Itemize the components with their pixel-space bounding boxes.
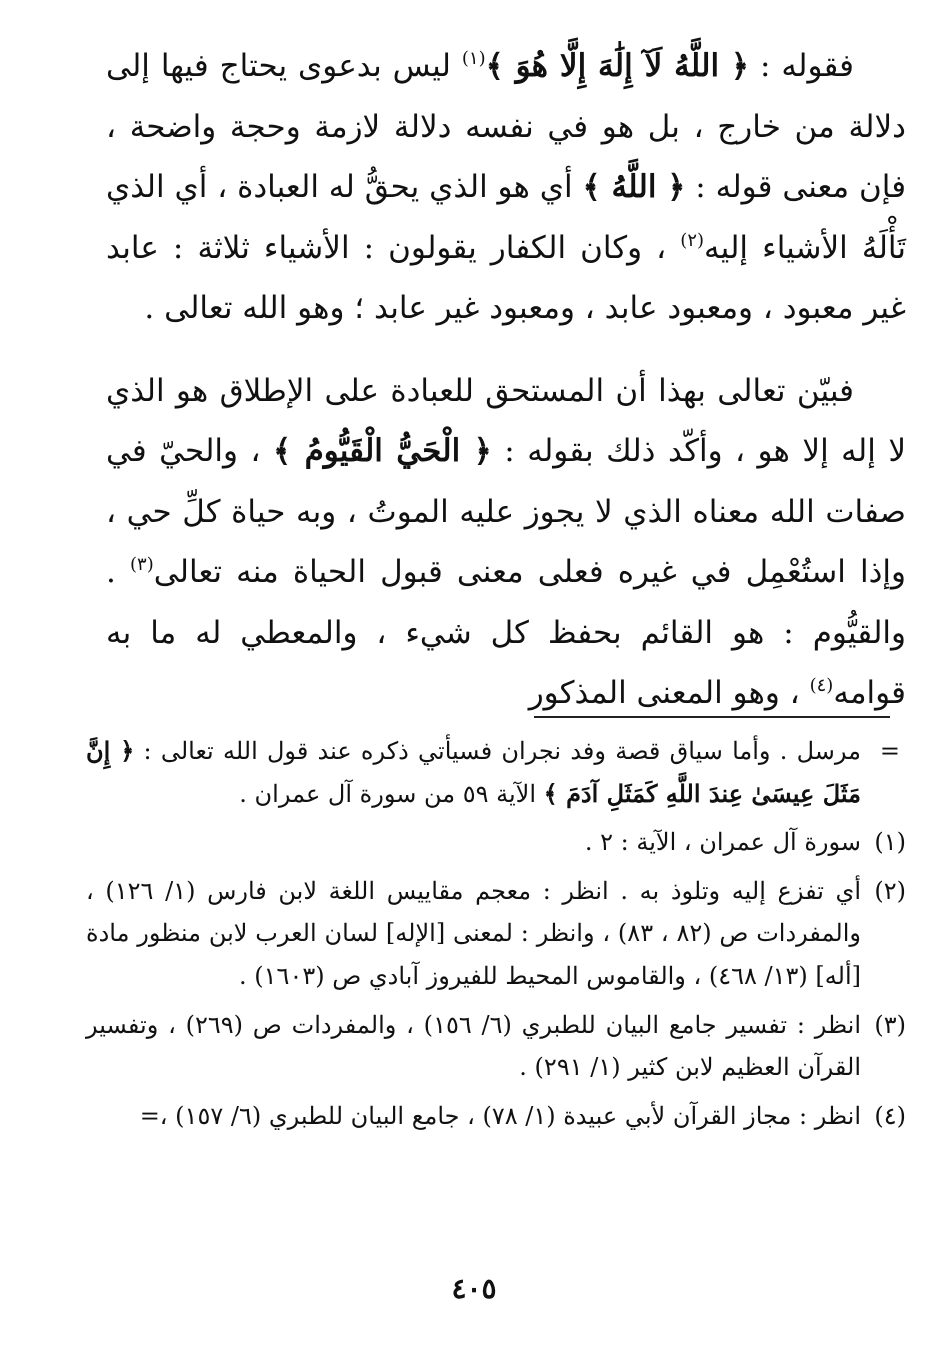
main-text [106, 36, 906, 724]
footnote-4 [86, 1095, 906, 1138]
text-run: ، وكان الكفار يقولون : الأشياء ثلاثة : عابد غير معبود ، ومعبود عابد ، ومعبود غير عابد ؛ وهو الله تعالى . [106, 229, 906, 326]
footnote-number: (٤) [874, 1101, 906, 1130]
text-run: أي هو الذي يحقُّ له العبادة ، أي الذي تَأْلَهُ الأشياء إليه [106, 169, 906, 266]
text-run: . والقيُّوم : هو القائم بحفظ كل شيء ، والمعطي له ما به قوامه [106, 554, 906, 711]
text-run: فبيّن تعالى بهذا أن المستحق للعبادة على الإطلاق هو الذي لا إله إلا هو ، وأكّد ذلك بقوله : [106, 372, 907, 469]
footnotes [86, 730, 906, 1143]
text-run: ليس بدعوى يحتاج فيها إلى دلالة من خارج ، بل هو في نفسه دلالة لازمة وحجة واضحة ، فإن معنى قوله : [106, 48, 907, 205]
footnote-ref-3: (٣) [129, 554, 154, 575]
footnote-number: (٣) [874, 1010, 906, 1039]
text-run: ، والحيّ في صفات الله معناه الذي لا يجوز عليه الموتُ ، وبه حياة كلِّ حي ، وإذا استُعْمِل في غيره فعلى معنى قبول الحياة منه تعالى [106, 433, 906, 590]
footnote-text: انظر : تفسير جامع البيان للطبري (٦/ ١٥٦) ، والمفردات ص (٢٦٩) ، وتفسير القرآن العظيم لابن كثير (١/ ٢٩١) . [86, 1010, 862, 1082]
text-run: ، وهو المعنى المذكور [528, 675, 810, 711]
text-run: الآية ٥٩ من سورة آل عمران . [239, 779, 544, 808]
footnote-ref-2: (٢) [680, 229, 705, 251]
quran-verse: ﴿ الْحَيُّ الْقَيُّومُ ﴾ [273, 433, 492, 469]
page-number: ٤٠٥ [451, 1272, 497, 1305]
footnote-text: سورة آل عمران ، الآية : ٢ . [584, 828, 861, 857]
footnote-separator [534, 716, 890, 718]
paragraph-2 [106, 361, 906, 724]
quran-verse: ﴿ اللَّهُ لَآ إِلَٰهَ إِلَّا هُوَ ﴾ [485, 48, 750, 84]
footnote-continuation [86, 730, 906, 815]
quran-verse: ﴿ اللَّهُ ﴾ [582, 169, 686, 205]
footnote-2 [86, 870, 906, 998]
footnote-text: أي تفزع إليه وتلوذ به . انظر : معجم مقاييس اللغة لابن فارس (١/ ١٢٦) ، والمفردات ص (٨٢ ، ٨٣) ، وانظر : لمعنى [الإله] لسان العرب لابن منظور مادة [أله] (١٣/ ٤٦٨) ، والقاموس المحيط للفيروز آبادي ص (١٦٠٣) . [86, 876, 861, 990]
footnote-1 [86, 821, 906, 864]
text-run: فقوله : [749, 48, 854, 84]
footnote-3 [86, 1004, 906, 1089]
footnote-text: انظر : مجاز القرآن لأبي عبيدة (١/ ٧٨) ، جامع البيان للطبري (٦/ ١٥٧) ،= [139, 1101, 861, 1130]
footnote-number: (١) [874, 828, 906, 857]
continuation-marker: = [879, 737, 900, 765]
text-run: مرسل . وأما سياق قصة وفد نجران فسيأتي ذكره عند قول الله تعالى : [134, 737, 861, 765]
quran-verse: ﴿ إِنَّ مَثَلَ عِيسَىٰ عِندَ اللَّهِ كَمَثَلِ آدَمَ ﴾ [86, 736, 861, 808]
footnote-ref-4: (٤) [809, 675, 834, 696]
paragraph-1 [106, 36, 906, 339]
footnote-number: (٢) [874, 876, 906, 905]
footnote-ref-1: (١) [461, 48, 486, 69]
